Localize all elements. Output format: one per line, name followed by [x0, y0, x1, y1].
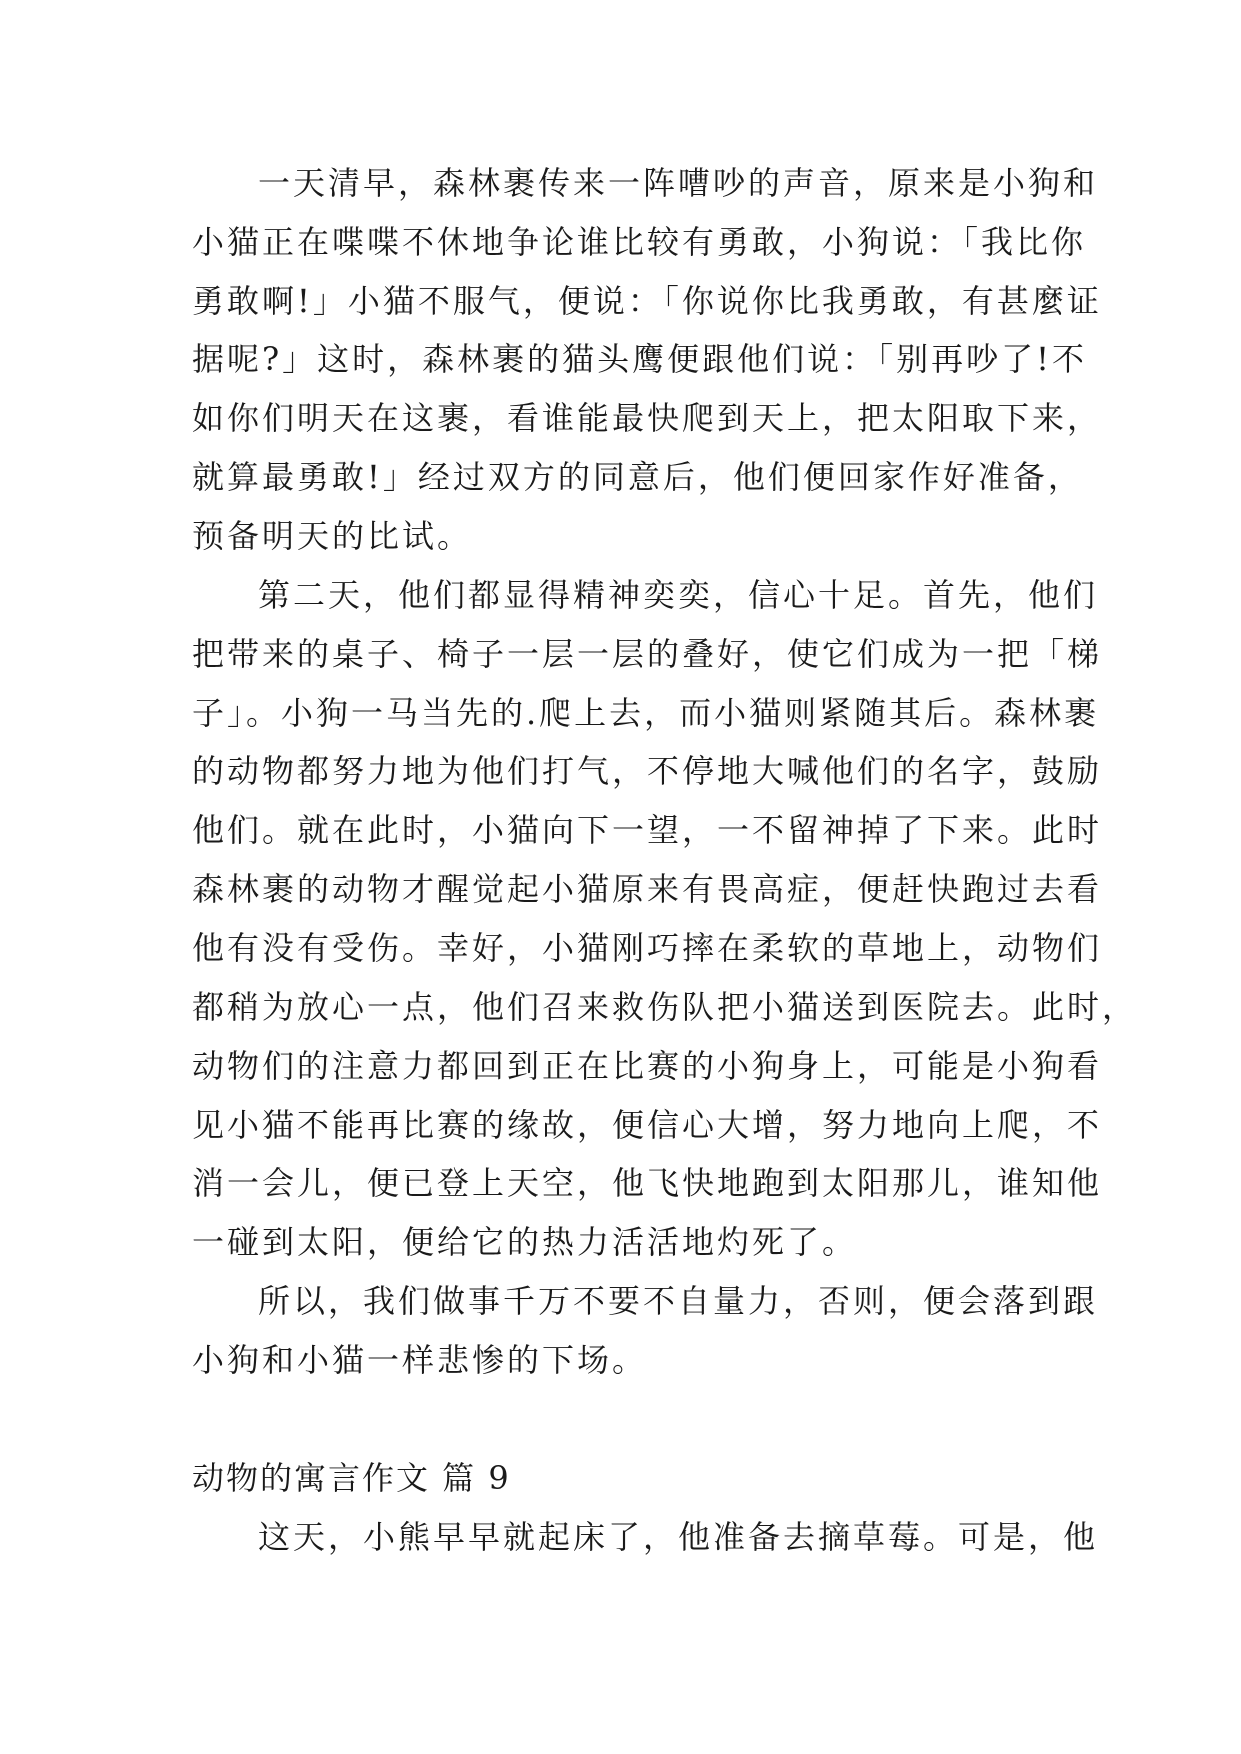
text-line: 见小猫不能再比赛的缘故，便信心大增，努力地向上爬，不 [192, 1106, 1103, 1144]
text-line: 一天清早，森林裹传来一阵嘈吵的声音，原来是小狗和 [258, 164, 1099, 202]
text-line: 据呢?」这时，森林裹的猫头鹰便跟他们说：「别再吵了!不 [192, 340, 1088, 378]
text-line: 如你们明天在这裹，看谁能最快爬到天上，把太阳取下来， [192, 399, 1103, 437]
text-line: 小猫正在喋喋不休地争论谁比较有勇敢，小狗说：「我比你 [192, 223, 1087, 261]
text-line: 就算最勇敢!」经过双方的同意后，他们便回家作好准备， [192, 458, 1083, 496]
text-line: 森林裹的动物才醒觉起小猫原来有畏高症，便赶快跑过去看 [192, 870, 1103, 908]
text-line: 他有没有受伤。幸好，小猫刚巧摔在柔软的草地上，动物们 [192, 929, 1103, 967]
section-heading: 动物的寓言作文 篇 9 [192, 1459, 511, 1497]
text-line: 所以，我们做事千万不要不自量力，否则，便会落到跟 [258, 1282, 1099, 1320]
text-line: 动物们的注意力都回到正在比赛的小狗身上，可能是小狗看 [192, 1047, 1103, 1085]
text-line: 子」。小狗一马当先的.爬上去，而小猫则紧随其后。森林裹 [192, 694, 1100, 732]
text-line: 一碰到太阳，便给它的热力活活地灼死了。 [192, 1223, 858, 1261]
text-line: 勇敢啊!」小猫不服气，便说：「你说你比我勇敢，有甚麼证 [192, 282, 1102, 320]
text-line: 第二天，他们都显得精神奕奕，信心十足。首先，他们 [258, 576, 1099, 614]
text-line: 的动物都努力地为他们打气，不停地大喊他们的名字，鼓励 [192, 752, 1103, 790]
text-line: 他们。就在此时，小猫向下一望，一不留神掉了下来。此时 [192, 811, 1103, 849]
text-line: 消一会儿，便已登上天空，他飞快地跑到太阳那儿，谁知他 [192, 1164, 1103, 1202]
text-line: 小狗和小猫一样悲惨的下场。 [192, 1341, 648, 1379]
text-line: 都稍为放心一点，他们召来救伤队把小猫送到医院去。此时， [192, 988, 1138, 1026]
text-line: 把带来的桌子、椅子一层一层的叠好，使它们成为一把「梯 [192, 635, 1103, 673]
text-line: 这天，小熊早早就起床了，他准备去摘草莓。可是，他 [258, 1518, 1099, 1556]
text-line: 预备明天的比试。 [192, 517, 473, 555]
